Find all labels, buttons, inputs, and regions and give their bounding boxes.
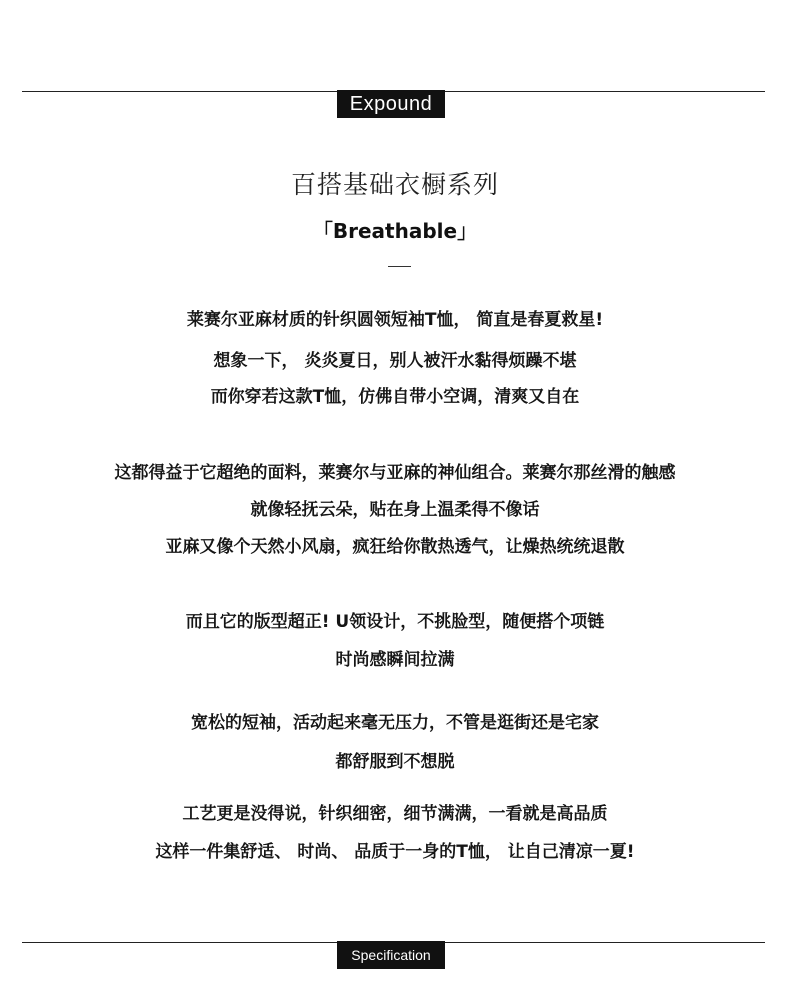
- body-line: 莱赛尔亚麻材质的针织圆领短袖T恤， 简直是春夏救星!: [186, 310, 604, 330]
- page-subtitle: 「Breathable」: [312, 219, 478, 243]
- page-title: 百搭基础衣橱系列: [290, 170, 499, 199]
- body-line: 这样一件集舒适、 时尚、 品质于一身的T恤， 让自己清凉一夏!: [155, 842, 635, 862]
- body-line: 亚麻又像个天然小风扇，疯狂给你散热透气，让燥热统统退散: [165, 537, 625, 557]
- body-line: 而且它的版型超正! U领设计，不挑脸型，随便搭个项链: [185, 612, 605, 632]
- body-line: 这都得益于它超绝的面料，莱赛尔与亚麻的神仙组合。莱赛尔那丝滑的触感: [114, 463, 676, 483]
- body-line: 宽松的短袖，活动起来毫无压力，不管是逛街还是宅家: [191, 713, 599, 733]
- specification-tag: Specification: [337, 941, 445, 969]
- body-line: 工艺更是没得说，针织细密，细节满满，一看就是高品质: [182, 804, 608, 824]
- body-line: 都舒服到不想脱: [335, 752, 455, 772]
- title-underline: [388, 266, 411, 267]
- body-line: 时尚感瞬间拉满: [335, 650, 455, 670]
- body-line: 而你穿若这款T恤，仿佛自带小空调，清爽又自在: [210, 387, 580, 407]
- expound-tag: Expound: [337, 90, 445, 118]
- body-line: 想象一下， 炎炎夏日，别人被汗水黏得烦躁不堪: [213, 351, 577, 371]
- body-line: 就像轻抚云朵，贴在身上温柔得不像话: [250, 500, 540, 520]
